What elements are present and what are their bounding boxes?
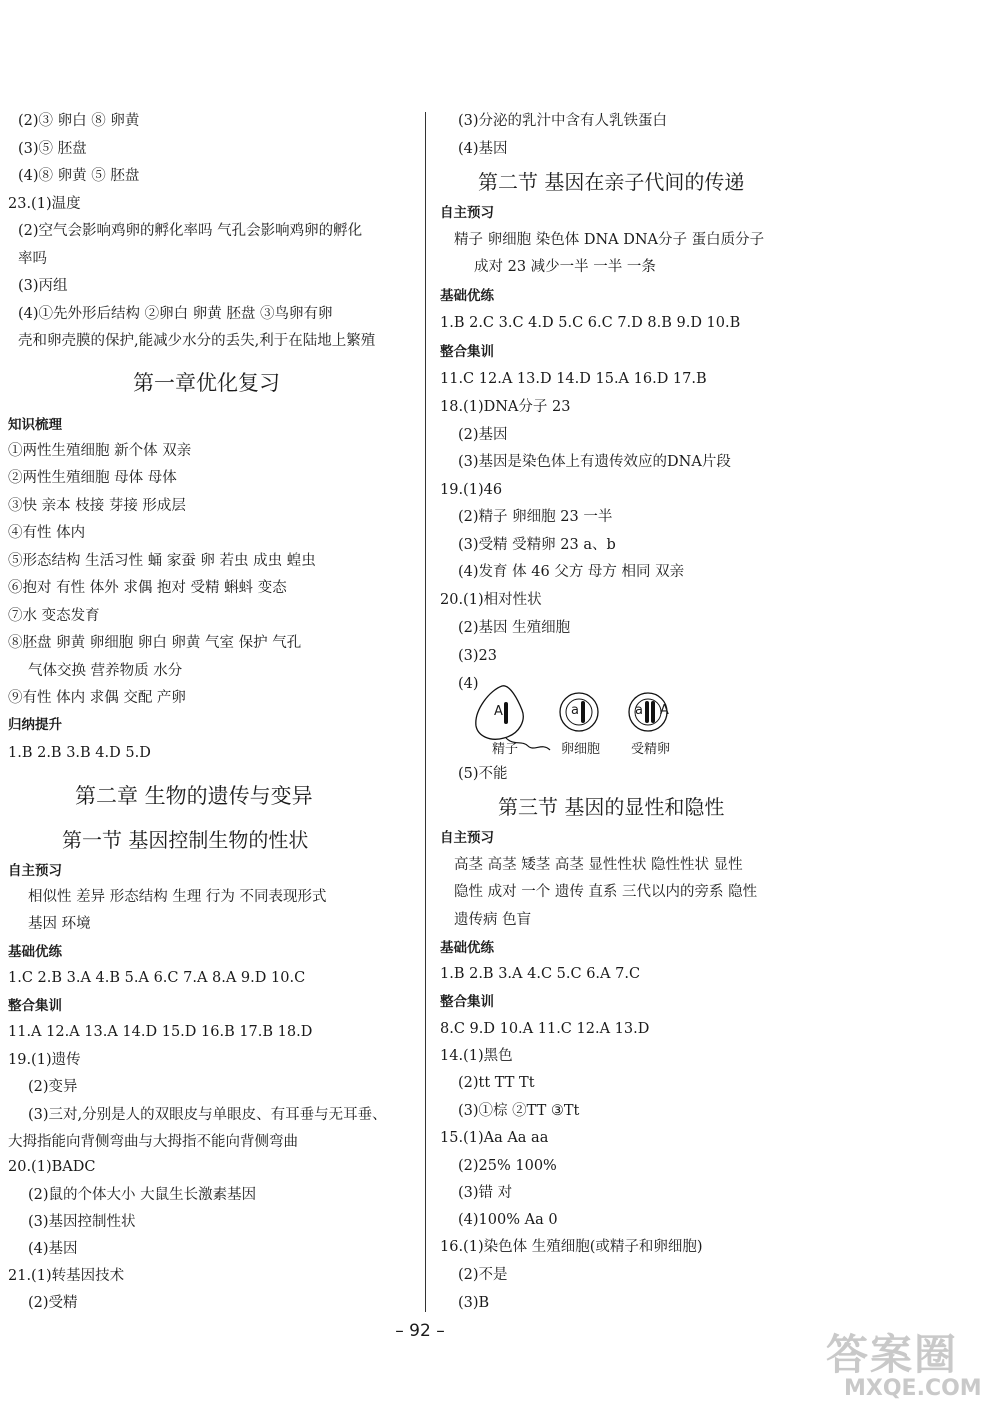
answer-line: (4)基因 bbox=[28, 1241, 78, 1257]
answer-line: (3)①棕 ②TT ③Tt bbox=[458, 1103, 580, 1119]
sperm-chromosome bbox=[504, 702, 508, 724]
section-label: 自主预习 bbox=[440, 205, 494, 221]
answer-line: (3)基因是染色体上有遗传效应的DNA片段 bbox=[458, 454, 731, 470]
watermark-sub: MXQE.COM bbox=[844, 1376, 982, 1401]
answer-line: 19.(1)遗传 bbox=[8, 1052, 81, 1068]
answer-line: (3)错 对 bbox=[458, 1185, 513, 1201]
answer-line: ⑥抱对 有性 体外 求偶 抱对 受精 蝌蚪 变态 bbox=[8, 580, 287, 596]
answer-line: (4)基因 bbox=[458, 141, 508, 157]
answer-line: (3)基因控制性状 bbox=[28, 1214, 136, 1230]
answer-line: (2)③ 卵白 ⑧ 卵黄 bbox=[18, 113, 140, 129]
sperm-label: 精子 bbox=[492, 742, 519, 757]
answer-line: (4)100% Aa 0 bbox=[458, 1212, 558, 1228]
section-label: 整合集训 bbox=[440, 344, 494, 360]
page-number: – 92 – bbox=[395, 1321, 445, 1341]
answer-line: 相似性 差异 形态结构 生理 行为 不同表现形式 bbox=[28, 889, 327, 905]
zygote-gene-left-label: a bbox=[635, 703, 643, 718]
answer-line: 18.(1)DNA分子 23 bbox=[440, 399, 571, 415]
answer-line: (3)三对,分别是人的双眼皮与单眼皮、有耳垂与无耳垂、 bbox=[28, 1107, 387, 1123]
answer-line: 率吗 bbox=[18, 251, 47, 267]
section-heading: 第一节 基因控制生物的性状 bbox=[62, 828, 309, 852]
answer-line: 高茎 高茎 矮茎 高茎 显性性状 隐性性状 显性 bbox=[454, 857, 743, 873]
answer-line: (2)精子 卵细胞 23 一半 bbox=[458, 509, 613, 525]
zygote-label: 受精卵 bbox=[631, 742, 671, 757]
answer-line: (2)空气会影响鸡卵的孵化率吗 气孔会影响鸡卵的孵化 bbox=[18, 223, 363, 239]
answer-line: 23.(1)温度 bbox=[8, 196, 81, 212]
section-label: 知识梳理 bbox=[8, 417, 62, 433]
egg-chromosome bbox=[581, 701, 585, 723]
answer-line: (4)发育 体 46 父方 母方 相同 双亲 bbox=[458, 564, 685, 580]
answer-line: 15.(1)Aa Aa aa bbox=[440, 1130, 549, 1146]
answer-line: (3)B bbox=[458, 1295, 490, 1311]
answer-line: ⑧胚盘 卵黄 卵细胞 卵白 卵黄 气室 保护 气孔 bbox=[8, 635, 302, 651]
watermark-main: 答案圈 bbox=[826, 1330, 959, 1379]
sperm-gene-label: A bbox=[494, 704, 503, 719]
answer-line: ④有性 体内 bbox=[8, 525, 86, 541]
zygote-chromosome-left bbox=[645, 701, 649, 723]
answer-line: ⑦水 变态发育 bbox=[8, 608, 100, 624]
section-label: 整合集训 bbox=[8, 998, 62, 1014]
answer-line: 1.B 2.B 3.B 4.D 5.D bbox=[8, 745, 151, 761]
answer-line: (2)基因 bbox=[458, 427, 508, 443]
answer-line: 11.A 12.A 13.A 14.D 15.D 16.B 17.B 18.D bbox=[8, 1024, 313, 1040]
answer-line: ⑤形态结构 生活习性 蛹 家蚕 卵 若虫 成虫 蝗虫 bbox=[8, 553, 316, 569]
answer-line: 基因 环境 bbox=[28, 916, 91, 932]
answer-line: (5)不能 bbox=[458, 766, 508, 782]
answer-line: (4)⑧ 卵黄 ⑤ 胚盘 bbox=[18, 168, 140, 184]
answer-line: (2)不是 bbox=[458, 1267, 508, 1283]
answer-line: 1.B 2.B 3.A 4.C 5.C 6.A 7.C bbox=[440, 966, 641, 982]
answer-line: (2)受精 bbox=[28, 1295, 78, 1311]
answer-line: ③快 亲本 枝接 芽接 形成层 bbox=[8, 498, 186, 514]
answer-line: ①两性生殖细胞 新个体 双亲 bbox=[8, 443, 192, 459]
answer-line: (2)基因 生殖细胞 bbox=[458, 620, 571, 636]
section-heading: 第二章 生物的遗传与变异 bbox=[75, 784, 313, 808]
column-divider bbox=[425, 112, 426, 1312]
answer-line: 大拇指能向背侧弯曲与大拇指不能向背侧弯曲 bbox=[8, 1134, 298, 1150]
answer-line: 20.(1)相对性状 bbox=[440, 592, 542, 608]
answer-line: (3)分泌的乳汁中含有人乳铁蛋白 bbox=[458, 113, 668, 129]
section-heading: 第三节 基因的显性和隐性 bbox=[498, 795, 725, 819]
answer-line: 14.(1)黑色 bbox=[440, 1048, 513, 1064]
answer-line: 遗传病 色盲 bbox=[454, 912, 532, 928]
section-label: 自主预习 bbox=[8, 863, 62, 879]
answer-line: 21.(1)转基因技术 bbox=[8, 1268, 125, 1284]
answer-line: 壳和卵壳膜的保护,能减少水分的丢失,利于在陆地上繁殖 bbox=[18, 333, 376, 349]
egg-gene-label: a bbox=[571, 703, 579, 718]
answer-line: ⑨有性 体内 求偶 交配 产卵 bbox=[8, 690, 186, 706]
answer-line: (3)23 bbox=[458, 648, 497, 664]
zygote-chromosome-right bbox=[651, 701, 655, 723]
answer-line: 11.C 12.A 13.D 14.D 15.A 16.D 17.B bbox=[440, 371, 707, 387]
answer-line: ②两性生殖细胞 母体 母体 bbox=[8, 470, 177, 486]
answer-line: 1.B 2.C 3.C 4.D 5.C 6.C 7.D 8.B 9.D 10.B bbox=[440, 315, 741, 331]
egg-cell-inner bbox=[566, 699, 592, 725]
answer-line: (2)25% 100% bbox=[458, 1158, 557, 1174]
answer-line: (4)①先外形后结构 ②卵白 卵黄 胚盘 ③鸟卵有卵 bbox=[18, 306, 333, 322]
answer-line: 成对 23 减少一半 一半 一条 bbox=[474, 259, 656, 275]
answer-line: (3)⑤ 胚盘 bbox=[18, 141, 87, 157]
answer-line: 16.(1)染色体 生殖细胞(或精子和卵细胞) bbox=[440, 1239, 703, 1255]
section-label: 归纳提升 bbox=[8, 717, 62, 733]
answer-line: (2)变异 bbox=[28, 1079, 78, 1095]
section-label: 基础优练 bbox=[8, 944, 62, 960]
section-label: 基础优练 bbox=[440, 940, 494, 956]
section-label: 自主预习 bbox=[440, 830, 494, 846]
answer-line: (3)丙组 bbox=[18, 278, 68, 294]
answer-line: 气体交换 营养物质 水分 bbox=[28, 663, 183, 679]
answer-line: (3)受精 受精卵 23 a、b bbox=[458, 537, 616, 553]
section-label: 基础优练 bbox=[440, 288, 494, 304]
section-heading: 第二节 基因在亲子代间的传递 bbox=[478, 170, 745, 194]
answer-line: 隐性 成对 一个 遗传 直系 三代以内的旁系 隐性 bbox=[454, 884, 758, 900]
answer-line: 1.C 2.B 3.A 4.B 5.A 6.C 7.A 8.A 9.D 10.C bbox=[8, 970, 306, 986]
answer-line: 20.(1)BADC bbox=[8, 1159, 96, 1175]
watermark bbox=[822, 1318, 997, 1408]
egg-label: 卵细胞 bbox=[561, 742, 601, 757]
answer-line: (2)鼠的个体大小 大鼠生长激素基因 bbox=[28, 1187, 257, 1203]
answer-line: (4) bbox=[458, 676, 479, 692]
answer-line: 19.(1)46 bbox=[440, 482, 503, 498]
answer-line: 8.C 9.D 10.A 11.C 12.A 13.D bbox=[440, 1021, 650, 1037]
answer-line: 精子 卵细胞 染色体 DNA DNA分子 蛋白质分子 bbox=[454, 232, 765, 248]
answer-line: (2)tt TT Tt bbox=[458, 1075, 535, 1091]
zygote-gene-right-label: A bbox=[660, 703, 669, 718]
section-heading: 第一章优化复习 bbox=[133, 371, 280, 395]
section-label: 整合集训 bbox=[440, 994, 494, 1010]
